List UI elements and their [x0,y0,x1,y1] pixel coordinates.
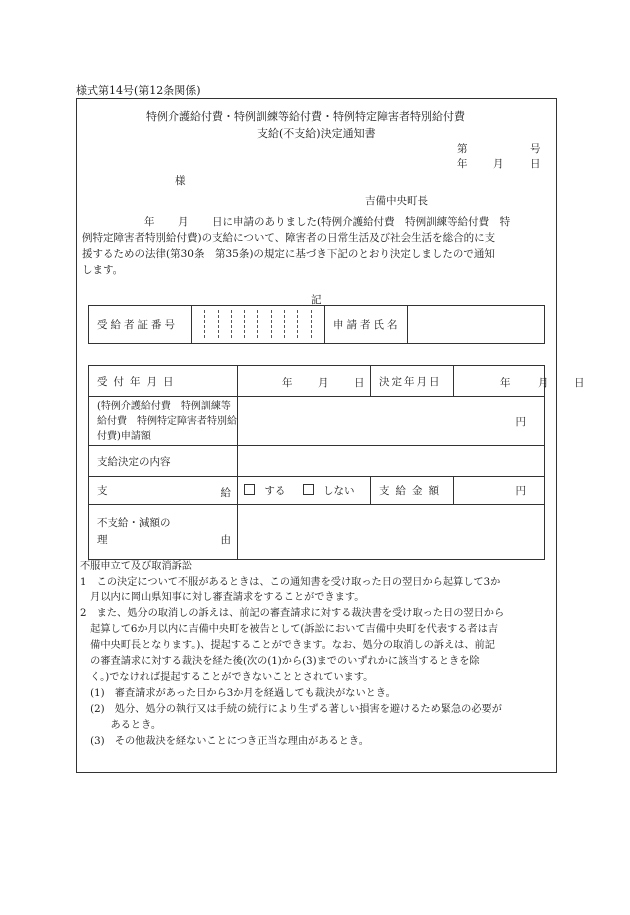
payment-amount-field[interactable] [454,477,545,505]
decision-year: 年 [500,377,511,389]
decision-date-label: 決定年月日 [371,366,454,397]
application-amount-label-line-2: 給付費 特例特定障害者特別給 [97,415,237,427]
received-date-field[interactable] [238,366,371,397]
application-amount-yen: 円 [515,415,526,428]
application-amount-field[interactable] [238,397,545,446]
recipient-table [88,305,545,344]
payment-label [89,477,238,505]
nonpay-reason-label-line-1: 不支給・減額の [97,517,171,529]
nonpay-reason-label-line-2 [97,532,237,549]
appeal-line-8: (1) 審査請求があった日から3か月を経過しても裁決がないとき。 [80,688,396,699]
application-amount-label-line-3: 付費)申請額 [97,430,151,442]
ki-heading: 記 [311,294,322,306]
payment-options [238,477,371,505]
nonpay-reason-label [89,505,238,560]
appeal-line-10: あるとき。 [80,720,162,731]
form-number: 様式第14号(第12条関係) [76,84,201,97]
doc-number-suffix: 号 [530,143,541,155]
received-year: 年 [282,377,293,389]
application-amount-label-line-1: (特例介護給付費 特例訓練等 [97,400,231,412]
intro-line-3: します。 [82,264,124,276]
appeal-line-1: 1 この決定について不服があるときは、この通知書を受け取った日の翌日から起算して3か [80,577,501,588]
intro-rest: 日に申請のありました(特例介護給付費 特例訓練等給付費 特 [212,216,511,228]
nonpay-reason-label-right: 由 [220,534,231,546]
applicant-name-label: 申請者氏名 [325,306,408,344]
appeal-line-7: く。)でなければ提起することができないこととされています。 [80,672,374,683]
received-day: 日 [354,377,365,389]
nonpay-reason-label-left: 理 [97,534,108,546]
appeal-line-4: 起算して6か月以内に吉備中央町を被告として(訴訟において吉備中央町を代表する者は吉 [80,624,498,635]
sender: 吉備中央町長 [365,195,428,207]
addressee-suffix: 様 [175,175,186,187]
received-date-label: 受付年月日 [89,366,238,397]
payment-label-right: 給 [220,487,231,499]
option-yes-checkbox[interactable] [244,484,255,495]
appeal-line-2: 月以内に岡山県知事に対し審査請求をすることができます。 [80,592,365,603]
decision-table [88,365,585,560]
applicant-name-field[interactable] [408,306,545,344]
appeal-line-6: の審査請求に対する裁決を経た後(次の(1)から(3)までのいずれかに該当するときを除 [80,656,480,667]
appeal-line-11: (3) その他裁決を経ないことにつき正当な理由があるとき。 [80,736,369,747]
appeal-line-9: (2) 処分、処分の執行又は手続の続行により生ずる著しい損害を避けるため緊急の必要が [80,704,502,715]
received-month: 月 [318,377,329,389]
payment-amount-label: 支給金額 [371,477,454,505]
recipient-no-boxes [192,306,324,343]
decision-content-label: 支給決定の内容 [89,446,238,477]
option-no-label: しない [323,485,355,497]
date-day: 日 [530,158,541,170]
date-month: 月 [493,158,504,170]
recipient-no-label: 受給者証番号 [89,306,192,344]
intro-line-1: 例特定障害者特別給付費)の支給について、障害者の日常生活及び社会生活を総合的に支 [82,232,496,244]
appeal-title: 不服申立て及び取消訴訟 [80,561,193,572]
decision-month: 月 [538,377,549,389]
recipient-no-field[interactable] [192,306,325,344]
decision-day: 日 [574,377,585,389]
decision-content-field[interactable] [238,446,545,477]
title-line-2: 支給(不支給)決定通知書 [257,127,376,140]
intro-line-2: 援するための法律(第30条 第35条)の規定に基づき下記のとおり決定しましたので通知 [82,248,495,260]
payment-amount-yen: 円 [515,485,526,497]
doc-number-prefix: 第 [457,143,468,155]
decision-date-field[interactable] [454,366,585,397]
appeal-line-3: 2 また、処分の取消しの訴えは、前記の審査請求に対する裁決書を受け取った日の翌日から [80,608,505,619]
nonpay-reason-field[interactable] [238,505,545,560]
date-year: 年 [457,158,468,170]
application-amount-label [89,397,238,446]
payment-label-left: 支 [97,485,108,497]
intro-year: 年 [144,216,155,228]
intro-month: 月 [178,216,189,228]
option-yes-label: する [264,485,286,497]
title-line-1: 特例介護給付費・特例訓練等給付費・特例特定障害者特別給付費 [146,110,465,123]
option-no-checkbox[interactable] [303,484,314,495]
appeal-line-5: 備中央町長となります。)、提起することができます。なお、処分の取消しの訴えは、前記 [80,640,495,651]
